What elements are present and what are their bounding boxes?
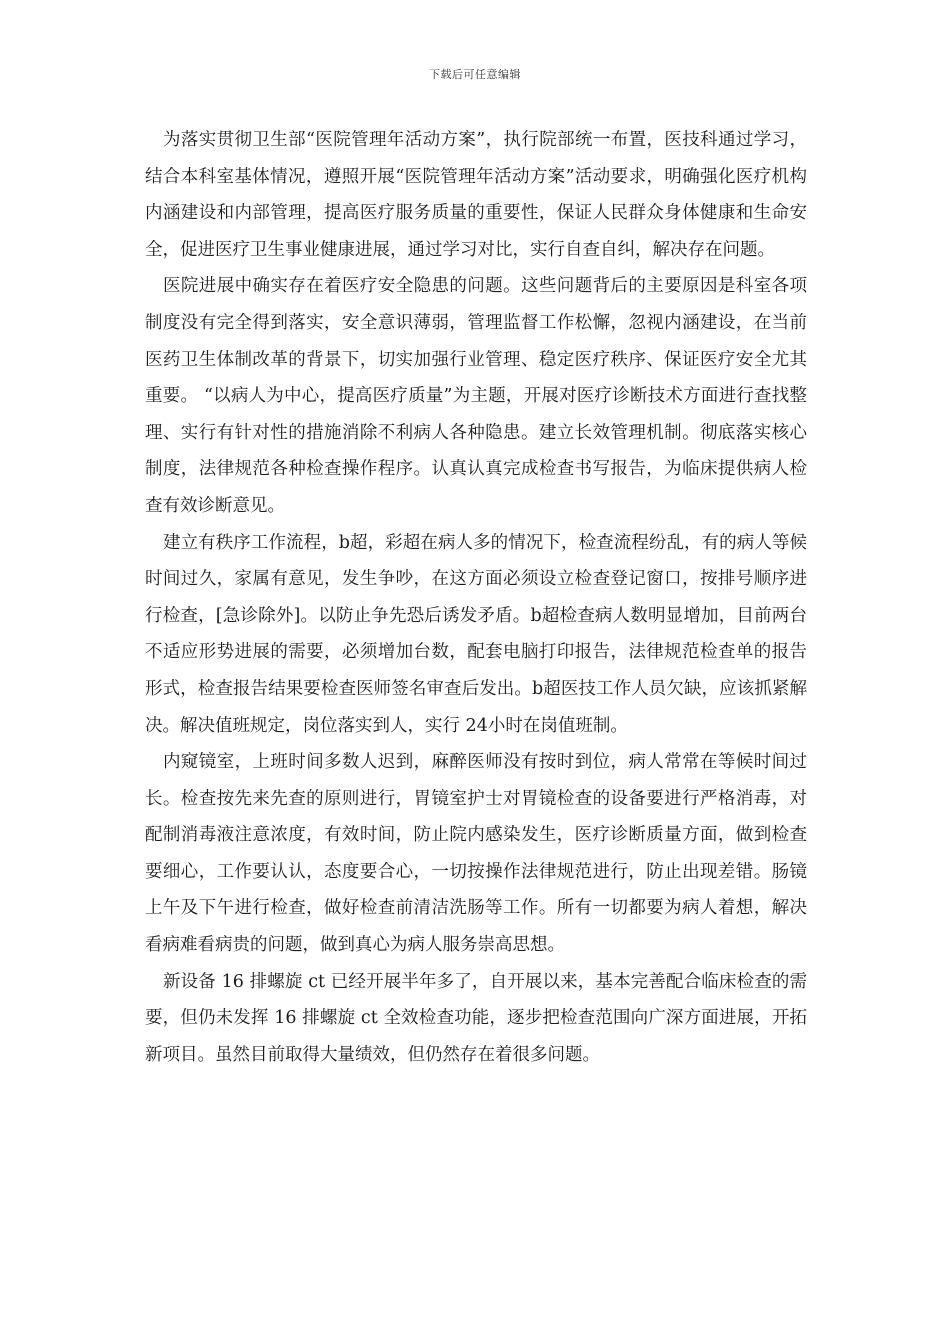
paragraph-2: 医院进展中确实存在着医疗安全隐患的问题。这些问题背后的主要原因是科室各项制度没有完全得到落实，安全意识薄弱，管理监督工作松懈，忽视内涵建设，在当前医药卫生体制改革的背景下，切实加强行业管理、稳定医疗秩序、保证医疗安全尤其重要。 “以病人为中心，提高医疗质量”为主题，开展对医疗诊断技术方面进行查找整理、实行有针对性的措施消除不利病人各种隐患。建立长效管理机制。彻底落实核心制度，法律规范各种检查操作程序。认真认真完成检查书写报告，为临床提供病人检查有效诊断意见。 — [145, 276, 807, 516]
paragraph-4: 内窥镜室，上班时间多数人迟到，麻醉医师没有按时到位，病人常常在等候时间过长。检查按先来先查的原则进行，胃镜室护士对胃镜检查的设备要进行严格消毒，对配制消毒液注意浓度，有效时间，防止院内感染发生，医疗诊断质量方面，做到检查要细心，工作要认认，态度要合心，一切按操作法律规范进行，防止出现差错。肠镜上午及下午进行检查，做好检查前清洁洗肠等工作。所有一切都要为病人着想，解决看病难看病贵的问题，做到真心为病人服务崇高思想。 — [145, 752, 807, 956]
paragraph-1: 为落实贯彻卫生部“医院管理年活动方案”，执行院部统一布置，医技科通过学习，结合本科室基体情况，遵照开展“医院管理年活动方案”活动要求，明确强化医疗机构内涵建设和内部管理，提高医疗服务质量的重要性，保证人民群众身体健康和生命安全，促进医疗卫生事业健康进展，通过学习对比，实行自查自纠，解决存在问题。 — [145, 130, 807, 260]
paragraph-5: 新设备 16 排螺旋 ct 已经开展半年多了，自开展以来，基本完善配合临床检查的需要，但仍未发挥 16 排螺旋 ct 全效检查功能，逐步把检查范围向广深方面进展，开拓新项目。虽然目前取得大量绩效，但仍然存在着很多问题。 — [145, 971, 807, 1065]
document-body — [145, 122, 807, 1073]
paragraph-3: 建立有秩序工作流程，b超，彩超在病人多的情况下，检查流程纷乱，有的病人等候时间过久，家属有意见，发生争吵，在这方面必须设立检查登记窗口，按排号顺序进行检查，[急诊除外]。以防止争先恐后诱发矛盾。b超检查病人数明显增加，目前两台不适应形势进展的需要，必须增加台数，配套电脑打印报告，法律规范检查单的报告形式，检查报告结果要检查医师签名审查后发出。b超医技工作人员欠缺，应该抓紧解决。解决值班规定，岗位落实到人，实行 24小时在岗值班制。 — [145, 532, 807, 736]
page-header-note: 下载后可任意编辑 — [429, 68, 521, 81]
